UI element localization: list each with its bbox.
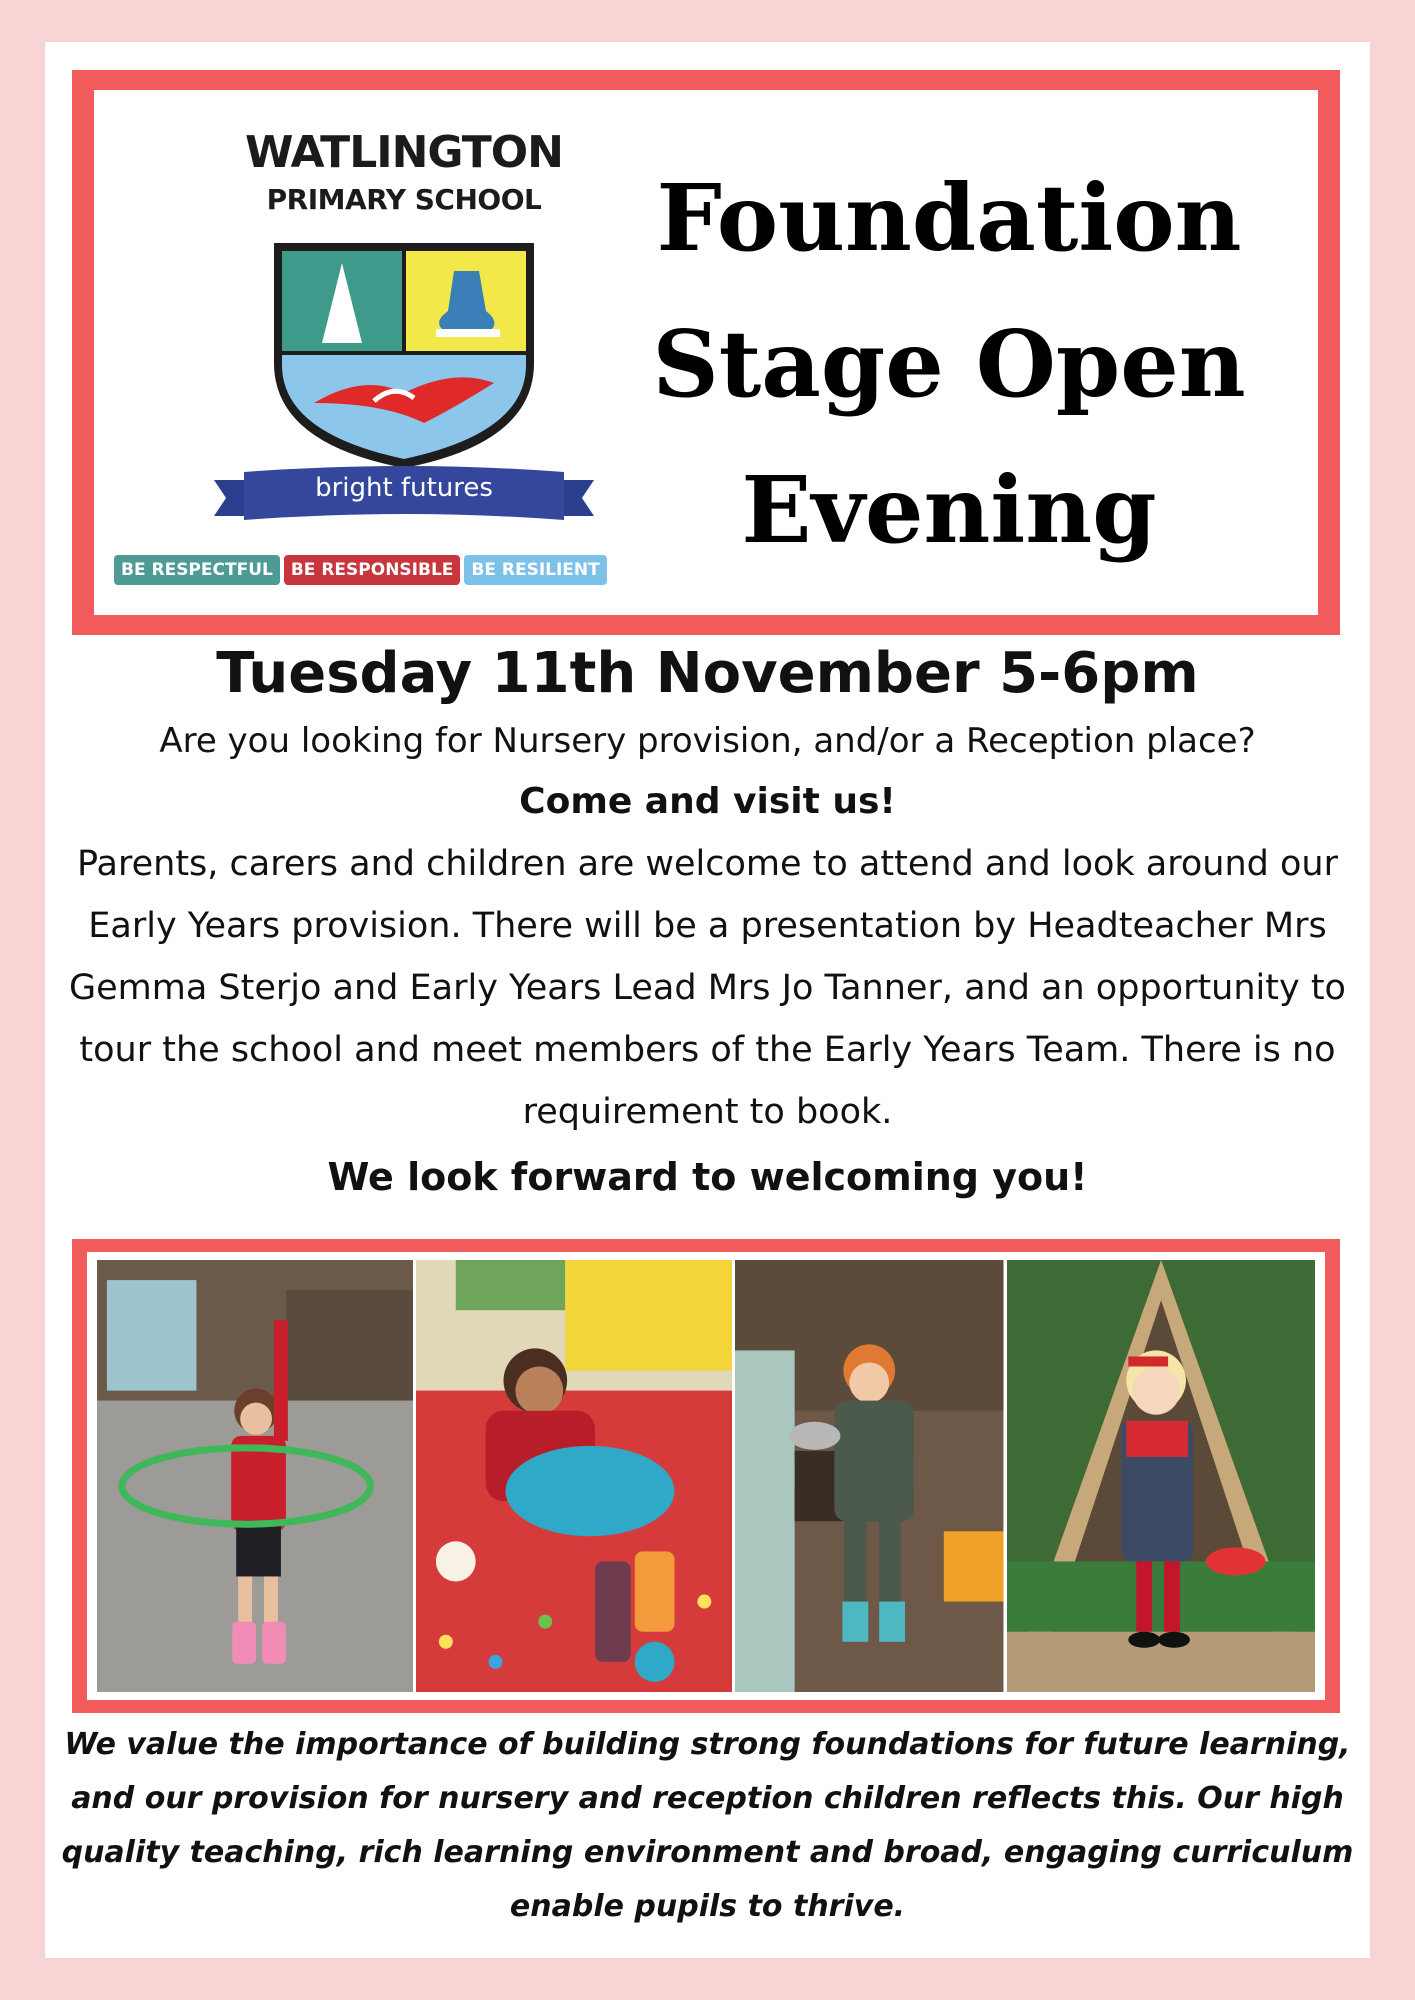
invite-heading: Come and visit us! <box>519 781 896 822</box>
school-values <box>114 555 607 585</box>
page-title: Foundation Stage Open Evening <box>652 164 1246 564</box>
flyer-page <box>45 42 1370 1958</box>
photo-hula-hoop <box>97 1260 413 1692</box>
photo-painting <box>416 1260 732 1692</box>
photo-mud-kitchen <box>735 1260 1003 1692</box>
photo-frame <box>72 1239 1340 1713</box>
shield-icon <box>254 233 554 473</box>
photo-climbing-frame <box>1007 1260 1315 1692</box>
value-respectful: BE RESPECTFUL <box>114 555 280 585</box>
sign-off: We look forward to welcoming you! <box>327 1155 1088 1199</box>
logo-school-sub: PRIMARY SCHOOL <box>266 183 542 216</box>
value-responsible: BE RESPONSIBLE <box>284 555 461 585</box>
header-panel <box>94 90 1318 615</box>
photo-strip <box>87 1252 1325 1700</box>
header-frame <box>72 70 1340 635</box>
logo-school-name: WATLINGTON <box>244 127 564 178</box>
event-details <box>45 637 1370 1211</box>
closing-statement: We value the importance of building strong foundations for future learning, and our provision for nursery and reception children reflects this. Our high quality teaching, rich learning environment and broad, engaging curriculum enable pupils to thrive. <box>61 1727 1354 1924</box>
motto-text: bright futures <box>315 473 493 503</box>
value-resilient: BE RESILIENT <box>464 555 606 585</box>
event-date: Tuesday 11th November 5-6pm <box>216 641 1199 706</box>
event-question: Are you looking for Nursery provision, and/or a Reception place? <box>159 721 1256 761</box>
event-description: Parents, carers and children are welcome to attend and look around our Early Years provision. There will be a presentation by Headteacher Mrs Gemma Sterjo and Early Years Lead Mrs Jo Tanner, and an opportunity to tour the school and meet members of the Early Years Team. There is no requirement to book. <box>69 844 1346 1132</box>
school-logo <box>114 115 674 605</box>
